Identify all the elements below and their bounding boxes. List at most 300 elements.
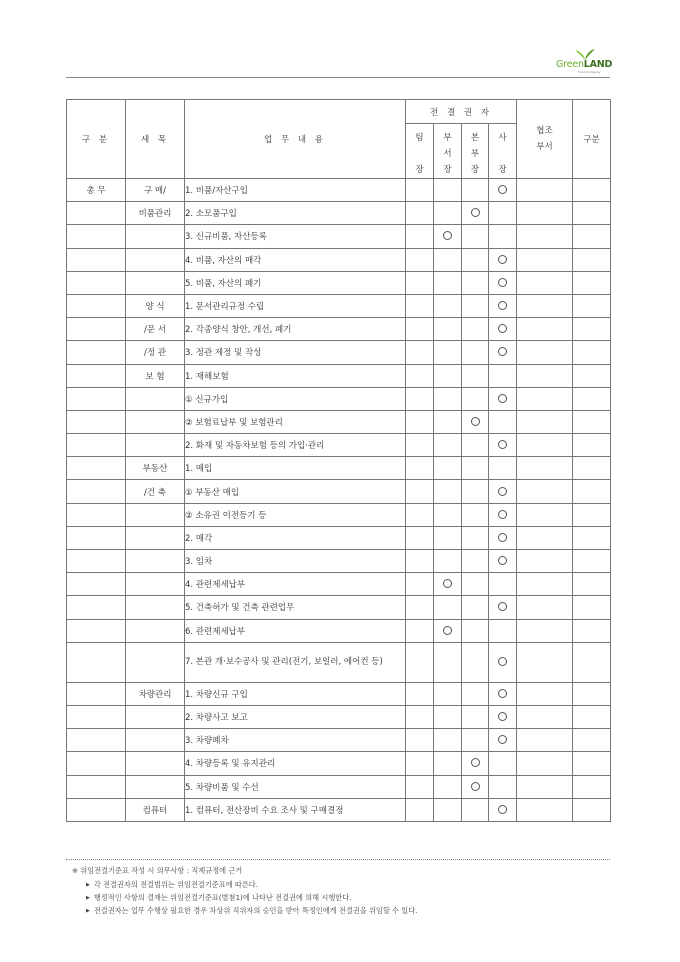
approval-mark-icon [443,626,452,635]
category-cell [67,387,126,410]
coop-dept-cell [517,202,573,225]
approver-cell [434,248,462,271]
detail-cell [126,271,185,294]
approver-cell [406,596,434,619]
approver-cell [489,341,517,364]
task-cell: ① 신규가입 [185,387,406,410]
coop-dept-cell [517,341,573,364]
approval-mark-icon [471,758,480,767]
logo-subtitle: Food Company [578,70,601,74]
coop-dept-cell [517,387,573,410]
category-cell [67,729,126,752]
approver-cell [462,225,489,248]
approver-cell [434,503,462,526]
task-cell: 5. 비품, 자산의 폐기 [185,271,406,294]
approver-cell [489,179,517,202]
task-cell: 6. 관련제세납부 [185,619,406,642]
detail-cell [126,642,185,682]
task-cell: 1. 컴퓨터, 전산장비 수요 조사 및 구매결정 [185,798,406,821]
table-row [67,271,611,294]
detail-cell: 양 식 [126,294,185,317]
approver-cell [489,503,517,526]
detail-cell [126,225,185,248]
category-cell [67,682,126,705]
approver-cell [462,434,489,457]
class-cell [573,318,611,341]
class-cell [573,364,611,387]
category-cell [67,225,126,248]
category-cell [67,271,126,294]
header-division-head: 본 부 장 [462,124,489,179]
task-cell: 3. 정관 제정 및 작성 [185,341,406,364]
approver-cell [406,434,434,457]
approver-cell [434,225,462,248]
coop-dept-cell [517,503,573,526]
approver-cell [434,705,462,728]
approver-cell [462,705,489,728]
detail-cell: /정 관 [126,341,185,364]
task-cell: ② 보험료납부 및 보험관리 [185,410,406,433]
class-cell [573,573,611,596]
task-cell: 5. 건축허가 및 건축 관련업무 [185,596,406,619]
detail-cell [126,526,185,549]
approver-cell [406,271,434,294]
coop-dept-cell [517,573,573,596]
task-cell: 2. 매각 [185,526,406,549]
class-cell [573,341,611,364]
coop-dept-cell [517,526,573,549]
approver-cell [489,271,517,294]
header-team-leader: 팀 장 [406,124,434,179]
coop-dept-cell [517,682,573,705]
approver-cell [434,573,462,596]
table-row [67,729,611,752]
table-row [67,798,611,821]
detail-cell [126,550,185,573]
coop-dept-cell [517,798,573,821]
approver-cell [489,526,517,549]
table-row [67,596,611,619]
class-cell [573,271,611,294]
coop-dept-cell [517,619,573,642]
logo-wordmark: GreenLAND [556,59,613,70]
task-cell: 2. 차량사고 보고 [185,705,406,728]
note-item [86,906,417,916]
approver-cell [406,294,434,317]
note-text: 각 전결권자의 전결범위는 위임전결기준표에 따른다. [93,880,259,889]
coop-dept-cell [517,457,573,480]
approver-cell [434,457,462,480]
table-row [67,364,611,387]
approver-cell [489,798,517,821]
table-row [67,387,611,410]
table-row [67,573,611,596]
approver-cell [489,410,517,433]
class-cell [573,225,611,248]
header-approver-group: 전 결 권 자 [406,100,517,124]
approver-cell [462,410,489,433]
approver-cell [489,775,517,798]
category-cell [67,775,126,798]
approver-cell [462,798,489,821]
approver-cell [462,775,489,798]
class-cell [573,480,611,503]
approval-mark-icon [498,510,507,519]
class-cell [573,457,611,480]
category-cell [67,364,126,387]
category-cell [67,248,126,271]
approval-mark-icon [498,657,507,666]
class-cell [573,526,611,549]
approver-cell [462,642,489,682]
approver-cell [489,729,517,752]
approval-mark-icon [498,805,507,814]
task-cell: 2. 각종양식 창안, 개선, 폐기 [185,318,406,341]
approver-cell [462,271,489,294]
coop-dept-cell [517,596,573,619]
bottom-divider [66,859,610,860]
approver-cell [462,682,489,705]
approver-cell [462,248,489,271]
detail-cell: 부동산 [126,457,185,480]
approval-mark-icon [498,735,507,744]
approver-cell [406,179,434,202]
task-cell: 1. 비품/자산구입 [185,179,406,202]
approval-mark-icon [498,324,507,333]
detail-cell [126,705,185,728]
table-row [67,752,611,775]
detail-cell: /문 서 [126,318,185,341]
approval-mark-icon [498,255,507,264]
coop-dept-cell [517,434,573,457]
approver-cell [489,619,517,642]
task-cell: ② 소유권 이전등기 등 [185,503,406,526]
approval-mark-icon [498,556,507,565]
approval-mark-icon [498,602,507,611]
class-cell [573,798,611,821]
approver-cell [406,387,434,410]
header-category: 구 분 [67,100,126,179]
header-detail: 세 목 [126,100,185,179]
approval-mark-icon [498,347,507,356]
table-row [67,434,611,457]
coop-dept-cell [517,410,573,433]
task-cell: 7. 본관 개·보수공사 및 관리(전기, 보일러, 에어컨 등) [185,642,406,682]
coop-dept-cell [517,550,573,573]
approval-mark-icon [443,231,452,240]
approver-cell [434,752,462,775]
approval-mark-icon [498,301,507,310]
detail-cell: 컴퓨터 [126,798,185,821]
approver-cell [489,225,517,248]
approver-cell [462,550,489,573]
table-row [67,682,611,705]
approver-cell [462,573,489,596]
approval-mark-icon [498,533,507,542]
approver-cell [434,294,462,317]
task-cell: 3. 신규비품, 자산등록 [185,225,406,248]
table-row [67,318,611,341]
approver-cell [434,271,462,294]
approver-cell [406,457,434,480]
table-row [67,526,611,549]
detail-cell [126,387,185,410]
approver-cell [462,526,489,549]
approver-cell [406,202,434,225]
detail-cell [126,775,185,798]
class-cell [573,775,611,798]
table-row [67,503,611,526]
category-cell [67,752,126,775]
task-cell: 3. 임차 [185,550,406,573]
triangle-bullet-icon: ▶ [86,908,90,914]
coop-dept-cell [517,775,573,798]
detail-cell [126,619,185,642]
approver-cell [406,341,434,364]
class-cell [573,434,611,457]
coop-dept-cell [517,729,573,752]
category-cell [67,318,126,341]
coop-dept-cell [517,179,573,202]
approval-mark-icon [471,208,480,217]
task-cell: 1. 매입 [185,457,406,480]
approver-cell [462,202,489,225]
approver-cell [406,752,434,775]
approver-cell [434,729,462,752]
approver-cell [406,619,434,642]
approver-cell [406,705,434,728]
class-cell [573,248,611,271]
approver-cell [489,457,517,480]
category-cell [67,619,126,642]
approver-cell [406,729,434,752]
table-row [67,248,611,271]
approver-cell [406,248,434,271]
category-cell [67,596,126,619]
category-cell [67,480,126,503]
approver-cell [406,364,434,387]
detail-cell [126,503,185,526]
approval-mark-icon [498,278,507,287]
table-row [67,410,611,433]
approver-cell [489,682,517,705]
approver-cell [434,596,462,619]
delegation-table [66,99,611,822]
class-cell [573,752,611,775]
approver-cell [462,503,489,526]
category-cell [67,434,126,457]
detail-cell [126,596,185,619]
approver-cell [434,798,462,821]
approver-cell [434,619,462,642]
table-row [67,642,611,682]
task-cell: 4. 비품, 자산의 매각 [185,248,406,271]
approver-cell [434,682,462,705]
coop-dept-cell [517,294,573,317]
detail-cell: 차량관리 [126,682,185,705]
class-cell [573,387,611,410]
class-cell [573,503,611,526]
notes-title: ※ 위임전결기준표 작성 시 의무사항 : 직제규정에 근거 [72,866,243,875]
table-row [67,775,611,798]
approver-cell [434,318,462,341]
table-row [67,179,611,202]
approval-mark-icon [498,440,507,449]
task-cell: 5. 차량비품 및 수선 [185,775,406,798]
table-row [67,705,611,728]
class-cell [573,705,611,728]
table-row [67,294,611,317]
class-cell [573,682,611,705]
category-cell [67,457,126,480]
detail-cell: 구 매/ [126,179,185,202]
approver-cell [489,294,517,317]
approver-cell [434,202,462,225]
table-row [67,550,611,573]
detail-cell [126,729,185,752]
header-class: 구분 [573,100,611,179]
coop-dept-cell [517,225,573,248]
note-item [86,880,417,890]
category-cell [67,503,126,526]
approval-mark-icon [498,185,507,194]
approver-cell [434,179,462,202]
approver-cell [406,642,434,682]
approver-cell [462,318,489,341]
detail-cell: 비품관리 [126,202,185,225]
notes-section [72,866,417,919]
approver-cell [434,410,462,433]
table-row [67,225,611,248]
approver-cell [489,573,517,596]
approval-mark-icon [443,579,452,588]
approver-cell [434,480,462,503]
approver-cell [489,364,517,387]
class-cell [573,410,611,433]
task-cell: 3. 차량폐차 [185,729,406,752]
task-cell: 1. 문서관리규정 수립 [185,294,406,317]
triangle-bullet-icon: ▶ [86,895,90,901]
coop-dept-cell [517,642,573,682]
note-text: 전결권자는 업무 수행상 필요한 경우 차상위 직위자의 승인을 받아 특정인에게 전결권을 위임할 수 있다. [93,906,418,915]
approval-mark-icon [498,689,507,698]
approver-cell [462,341,489,364]
approver-cell [462,596,489,619]
task-cell: ① 부동산 매입 [185,480,406,503]
class-cell [573,202,611,225]
category-cell [67,294,126,317]
detail-cell [126,410,185,433]
approver-cell [406,775,434,798]
approver-cell [406,573,434,596]
category-cell: 총 무 [67,179,126,202]
approver-cell [462,457,489,480]
header-president: 사 장 [489,124,517,179]
coop-dept-cell [517,318,573,341]
detail-cell [126,573,185,596]
approver-cell [406,225,434,248]
task-cell: 1. 차량신규 구입 [185,682,406,705]
note-text: 행정적인 사항의 결재는 위임전결기준표(별첨1)에 나타난 전결권에 의해 시행한다. [93,893,352,902]
class-cell [573,550,611,573]
approver-cell [406,480,434,503]
class-cell [573,596,611,619]
approver-cell [489,705,517,728]
table-row [67,341,611,364]
approver-cell [489,318,517,341]
approver-cell [406,550,434,573]
category-cell [67,341,126,364]
approver-cell [434,434,462,457]
approval-mark-icon [471,782,480,791]
approver-cell [489,752,517,775]
detail-cell: 보 험 [126,364,185,387]
coop-dept-cell [517,752,573,775]
header-task: 업 무 내 용 [185,100,406,179]
header-dept-head: 부 서 장 [434,124,462,179]
class-cell [573,729,611,752]
table-row [67,480,611,503]
approver-cell [489,387,517,410]
task-cell: 4. 차량등록 및 유지관리 [185,752,406,775]
approver-cell [489,248,517,271]
detail-cell: /건 축 [126,480,185,503]
company-logo [556,48,612,76]
approver-cell [462,480,489,503]
approver-cell [434,775,462,798]
coop-dept-cell [517,248,573,271]
table-row [67,457,611,480]
category-cell [67,410,126,433]
approval-mark-icon [498,394,507,403]
coop-dept-cell [517,364,573,387]
approver-cell [489,550,517,573]
class-cell [573,619,611,642]
category-cell [67,642,126,682]
class-cell [573,642,611,682]
category-cell [67,573,126,596]
category-cell [67,705,126,728]
class-cell [573,179,611,202]
approver-cell [406,410,434,433]
approver-cell [434,364,462,387]
approver-cell [489,596,517,619]
approver-cell [434,341,462,364]
task-cell: 4. 관련제세납부 [185,573,406,596]
category-cell [67,798,126,821]
approver-cell [434,550,462,573]
header-row [67,100,611,124]
approver-cell [462,364,489,387]
approver-cell [462,179,489,202]
approver-cell [489,480,517,503]
category-cell [67,550,126,573]
approver-cell [489,434,517,457]
category-cell [67,202,126,225]
approval-mark-icon [498,712,507,721]
task-cell: 1. 재해보험 [185,364,406,387]
task-cell: 2. 소모품구입 [185,202,406,225]
triangle-bullet-icon: ▶ [86,882,90,888]
approver-cell [462,729,489,752]
coop-dept-cell [517,480,573,503]
class-cell [573,294,611,317]
approver-cell [434,642,462,682]
table-row [67,619,611,642]
top-divider [66,77,610,78]
approver-cell [489,202,517,225]
detail-cell [126,752,185,775]
